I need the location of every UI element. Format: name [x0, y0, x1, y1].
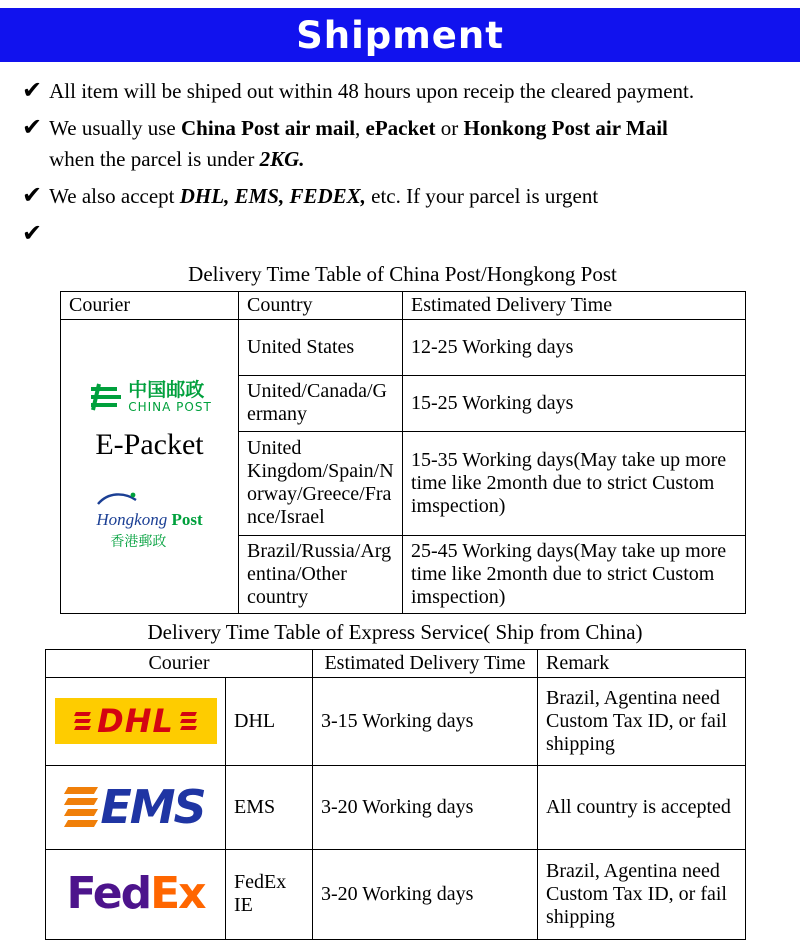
- courier-name-cell: FedEx IE: [226, 849, 313, 939]
- check-icon: ✔: [22, 181, 43, 210]
- courier-cell: [61, 319, 239, 613]
- fedex-logo-icon: [50, 868, 221, 920]
- remark-cell: All country is accepted: [538, 765, 746, 849]
- dhl-logo-icon: [55, 698, 217, 744]
- table2-header-time: Estimated Delivery Time: [313, 649, 538, 677]
- remark-cell: Brazil, Agentina need Custom Tax ID, or fail shipping: [538, 677, 746, 765]
- fedex-logo-cell: [46, 849, 226, 939]
- ems-logo-icon: [50, 777, 221, 837]
- dhl-logo-cell: [46, 677, 226, 765]
- table2-header-courier: Courier: [46, 649, 313, 677]
- time-cell: 3-20 Working days: [313, 765, 538, 849]
- time-cell: 12-25 Working days: [403, 319, 746, 375]
- country-cell: United Kingdom/Spain/Norway/Greece/France/Israel: [239, 431, 403, 535]
- table-header-row: [61, 291, 746, 319]
- bullet-2-pre: We usually use: [49, 116, 181, 141]
- remark-cell: Brazil, Agentina need Custom Tax ID, or fail shipping: [538, 849, 746, 939]
- hongkong-post-name: [96, 511, 202, 530]
- china-post-name-cn: 中国邮政: [128, 378, 205, 401]
- shipment-banner: [0, 8, 800, 62]
- bullet-item: [22, 219, 782, 248]
- bullet-2-line2-bold: 2KG.: [259, 146, 305, 171]
- bullet-item: [22, 181, 782, 211]
- table-header-row: [46, 649, 746, 677]
- check-icon: ✔: [22, 218, 43, 247]
- time-cell: 3-15 Working days: [313, 677, 538, 765]
- fedex-logo-fed: Fed: [66, 868, 151, 920]
- country-cell: United/Canada/Germany: [239, 375, 403, 431]
- bullet-2-bold-2: ePacket: [365, 116, 436, 141]
- table2-title: Delivery Time Table of Express Service( Ship from China): [147, 619, 643, 644]
- hongkong-post-logo: [96, 488, 202, 552]
- bullet-1-text: All item will be shiped out within 48 hours upon receip the cleared payment.: [49, 79, 695, 103]
- bullet-list: [0, 62, 800, 248]
- table-row: [61, 319, 746, 375]
- china-post-delivery-table: [60, 291, 746, 614]
- page-title: Shipment: [296, 13, 504, 57]
- bullet-2-sep-2: or: [435, 116, 464, 141]
- table-row: [46, 677, 746, 765]
- hongkong-post-swoosh-icon: [96, 491, 138, 505]
- bullet-item: [22, 113, 782, 174]
- country-cell: Brazil/Russia/Argentina/Other country: [239, 535, 403, 613]
- china-post-emblem-icon: [87, 382, 123, 412]
- ems-logo-text: EMS: [100, 780, 205, 835]
- courier-name-cell: DHL: [226, 677, 313, 765]
- hongkong-post-name-2: Post: [171, 509, 203, 529]
- time-cell: 15-35 Working days(May take up more time like 2month due to strict Custom imspection): [403, 431, 746, 535]
- bullet-3-emphasis: DHL, EMS, FEDEX,: [179, 184, 366, 209]
- bullet-2-line2-pre: when the parcel is under: [49, 146, 260, 171]
- country-cell: United States: [239, 319, 403, 375]
- bullet-text: [49, 181, 782, 211]
- dhl-dashes-right: [181, 712, 196, 730]
- bullet-text: [49, 76, 782, 106]
- table2-header-remark: Remark: [538, 649, 746, 677]
- check-icon: ✔: [22, 113, 43, 142]
- bullet-2-line-1: [49, 113, 782, 143]
- china-post-logo: [65, 378, 234, 414]
- epacket-label: E-Packet: [95, 427, 204, 461]
- courier-name-cell: EMS: [226, 765, 313, 849]
- table-row: [46, 849, 746, 939]
- time-cell: 25-45 Working days(May take up more time like 2month due to strict Custom imspection): [403, 535, 746, 613]
- dhl-dashes-left: [75, 712, 90, 730]
- fedex-logo-ex: Ex: [150, 868, 205, 920]
- bullet-3-pre: We also accept: [49, 184, 180, 209]
- bullet-2-line-2: [49, 144, 782, 174]
- hongkong-post-name-cn: 香港郵政: [110, 534, 167, 551]
- time-cell: 3-20 Working days: [313, 849, 538, 939]
- express-service-table: [45, 649, 746, 940]
- bullet-item: [22, 76, 782, 106]
- bullet-2-sep-1: ,: [355, 116, 366, 141]
- china-post-text: [128, 378, 212, 414]
- table-row: [46, 765, 746, 849]
- table1-header-country: Country: [239, 291, 403, 319]
- ems-stripes: [66, 787, 96, 827]
- ems-logo-cell: [46, 765, 226, 849]
- time-cell: 15-25 Working days: [403, 375, 746, 431]
- table1-header-courier: Courier: [61, 291, 239, 319]
- hongkong-post-name-1: Hongkong: [96, 509, 168, 529]
- bullet-3-post: etc. If your parcel is urgent: [365, 184, 599, 209]
- china-post-name-en: CHINA POST: [128, 399, 212, 414]
- bullet-2-bold-1: China Post air mail: [180, 116, 356, 141]
- table1-header-time: Estimated Delivery Time: [403, 291, 746, 319]
- table1-title: Delivery Time Table of China Post/Hongkong Post: [188, 261, 617, 286]
- dhl-logo-text: DHL: [97, 702, 174, 741]
- bullet-2-bold-3: Honkong Post air Mail: [463, 116, 668, 141]
- bullet-text: [49, 113, 782, 174]
- check-icon: ✔: [22, 76, 43, 104]
